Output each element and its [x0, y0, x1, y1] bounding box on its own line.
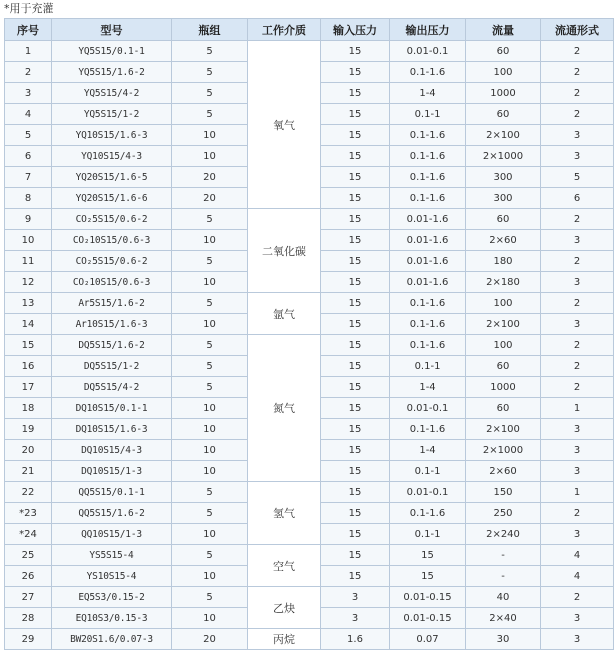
- regulator-spec-table: [4, 18, 614, 650]
- row-number-cell: 14: [5, 314, 52, 335]
- output-pressure-cell: 1-4: [390, 440, 466, 461]
- input-pressure-cell: 15: [321, 314, 390, 335]
- row-number-cell: 15: [5, 335, 52, 356]
- model-cell: EQ5S3/0.15-2: [52, 587, 172, 608]
- row-number-cell: 4: [5, 104, 52, 125]
- output-pressure-cell: 0.1-1.6: [390, 167, 466, 188]
- bottle-count-cell: 5: [172, 293, 248, 314]
- row-number-cell: *23: [5, 503, 52, 524]
- output-pressure-cell: 1-4: [390, 377, 466, 398]
- model-cell: DQ5S15/1.6-2: [52, 335, 172, 356]
- flow-cell: 60: [466, 41, 541, 62]
- row-number-cell: *24: [5, 524, 52, 545]
- row-number-cell: 3: [5, 83, 52, 104]
- input-pressure-cell: 15: [321, 356, 390, 377]
- model-cell: Ar10S15/1.6-3: [52, 314, 172, 335]
- model-cell: QQ10S15/1-3: [52, 524, 172, 545]
- medium-cell: 二氧化碳: [248, 209, 321, 293]
- bottle-count-cell: 5: [172, 503, 248, 524]
- table-row: [5, 41, 614, 62]
- model-cell: CO₂5S15/0.6-2: [52, 209, 172, 230]
- model-cell: DQ5S15/1-2: [52, 356, 172, 377]
- flow-cell: 300: [466, 188, 541, 209]
- output-pressure-cell: 0.01-1.6: [390, 272, 466, 293]
- header-cell: 瓶组: [172, 19, 248, 41]
- flow-form-cell: 3: [541, 419, 614, 440]
- medium-cell: 空气: [248, 545, 321, 587]
- flow-form-cell: 2: [541, 83, 614, 104]
- model-cell: YQ10S15/1.6-3: [52, 125, 172, 146]
- bottle-count-cell: 5: [172, 209, 248, 230]
- flow-form-cell: 3: [541, 608, 614, 629]
- medium-cell: 氢气: [248, 482, 321, 545]
- input-pressure-cell: 15: [321, 125, 390, 146]
- flow-cell: 100: [466, 293, 541, 314]
- flow-cell: 2×60: [466, 230, 541, 251]
- header-cell: 流通形式: [541, 19, 614, 41]
- output-pressure-cell: 15: [390, 545, 466, 566]
- model-cell: QQ5S15/1.6-2: [52, 503, 172, 524]
- flow-cell: 60: [466, 356, 541, 377]
- bottle-count-cell: 10: [172, 272, 248, 293]
- flow-form-cell: 2: [541, 503, 614, 524]
- bottle-count-cell: 5: [172, 83, 248, 104]
- output-pressure-cell: 0.1-1: [390, 356, 466, 377]
- table-row: [5, 482, 614, 503]
- flow-form-cell: 2: [541, 62, 614, 83]
- input-pressure-cell: 15: [321, 272, 390, 293]
- flow-form-cell: 2: [541, 356, 614, 377]
- flow-cell: 100: [466, 335, 541, 356]
- input-pressure-cell: 15: [321, 482, 390, 503]
- input-pressure-cell: 15: [321, 440, 390, 461]
- row-number-cell: 29: [5, 629, 52, 650]
- medium-cell: 氧气: [248, 41, 321, 209]
- table-row: [5, 293, 614, 314]
- output-pressure-cell: 0.1-1: [390, 524, 466, 545]
- flow-form-cell: 3: [541, 314, 614, 335]
- row-number-cell: 19: [5, 419, 52, 440]
- bottle-count-cell: 5: [172, 335, 248, 356]
- output-pressure-cell: 0.01-0.15: [390, 587, 466, 608]
- output-pressure-cell: 0.01-0.1: [390, 41, 466, 62]
- input-pressure-cell: 3: [321, 587, 390, 608]
- row-number-cell: 17: [5, 377, 52, 398]
- output-pressure-cell: 0.1-1.6: [390, 62, 466, 83]
- flow-cell: 30: [466, 629, 541, 650]
- flow-cell: 1000: [466, 83, 541, 104]
- header-cell: 输入压力: [321, 19, 390, 41]
- bottle-count-cell: 5: [172, 62, 248, 83]
- input-pressure-cell: 15: [321, 419, 390, 440]
- bottle-count-cell: 5: [172, 41, 248, 62]
- input-pressure-cell: 15: [321, 524, 390, 545]
- table-row: [5, 629, 614, 650]
- bottle-count-cell: 10: [172, 440, 248, 461]
- medium-cell: 氩气: [248, 293, 321, 335]
- flow-cell: 2×60: [466, 461, 541, 482]
- flow-cell: -: [466, 545, 541, 566]
- model-cell: DQ10S15/1.6-3: [52, 419, 172, 440]
- model-cell: QQ5S15/0.1-1: [52, 482, 172, 503]
- bottle-count-cell: 10: [172, 461, 248, 482]
- model-cell: CO₂5S15/0.6-2: [52, 251, 172, 272]
- flow-form-cell: 2: [541, 209, 614, 230]
- row-number-cell: 12: [5, 272, 52, 293]
- flow-cell: 100: [466, 62, 541, 83]
- table-row: [5, 545, 614, 566]
- input-pressure-cell: 15: [321, 566, 390, 587]
- flow-form-cell: 5: [541, 167, 614, 188]
- caption-note: *用于充灌: [4, 2, 54, 15]
- flow-cell: 180: [466, 251, 541, 272]
- output-pressure-cell: 0.1-1.6: [390, 188, 466, 209]
- flow-form-cell: 2: [541, 251, 614, 272]
- bottle-count-cell: 10: [172, 146, 248, 167]
- flow-form-cell: 3: [541, 629, 614, 650]
- bottle-count-cell: 10: [172, 566, 248, 587]
- output-pressure-cell: 0.01-0.15: [390, 608, 466, 629]
- flow-form-cell: 3: [541, 230, 614, 251]
- output-pressure-cell: 0.1-1: [390, 104, 466, 125]
- output-pressure-cell: 0.1-1.6: [390, 503, 466, 524]
- model-cell: CO₂10S15/0.6-3: [52, 230, 172, 251]
- table-body: [5, 41, 614, 650]
- header-row: [5, 19, 614, 41]
- flow-cell: 60: [466, 398, 541, 419]
- flow-form-cell: 3: [541, 440, 614, 461]
- flow-cell: 2×1000: [466, 440, 541, 461]
- input-pressure-cell: 15: [321, 293, 390, 314]
- bottle-count-cell: 20: [172, 167, 248, 188]
- bottle-count-cell: 10: [172, 524, 248, 545]
- row-number-cell: 27: [5, 587, 52, 608]
- header-cell: 流量: [466, 19, 541, 41]
- model-cell: Ar5S15/1.6-2: [52, 293, 172, 314]
- flow-form-cell: 2: [541, 587, 614, 608]
- row-number-cell: 16: [5, 356, 52, 377]
- flow-cell: 1000: [466, 377, 541, 398]
- input-pressure-cell: 3: [321, 608, 390, 629]
- flow-cell: 250: [466, 503, 541, 524]
- output-pressure-cell: 1-4: [390, 83, 466, 104]
- input-pressure-cell: 15: [321, 398, 390, 419]
- input-pressure-cell: 15: [321, 503, 390, 524]
- row-number-cell: 11: [5, 251, 52, 272]
- row-number-cell: 13: [5, 293, 52, 314]
- flow-form-cell: 4: [541, 566, 614, 587]
- output-pressure-cell: 0.1-1.6: [390, 125, 466, 146]
- row-number-cell: 18: [5, 398, 52, 419]
- input-pressure-cell: 15: [321, 104, 390, 125]
- model-cell: YQ5S15/4-2: [52, 83, 172, 104]
- flow-cell: 2×100: [466, 125, 541, 146]
- model-cell: DQ10S15/4-3: [52, 440, 172, 461]
- input-pressure-cell: 15: [321, 167, 390, 188]
- output-pressure-cell: 0.1-1: [390, 461, 466, 482]
- output-pressure-cell: 0.1-1.6: [390, 314, 466, 335]
- model-cell: YS10S15-4: [52, 566, 172, 587]
- row-number-cell: 1: [5, 41, 52, 62]
- row-number-cell: 21: [5, 461, 52, 482]
- input-pressure-cell: 15: [321, 62, 390, 83]
- flow-form-cell: 3: [541, 524, 614, 545]
- bottle-count-cell: 5: [172, 104, 248, 125]
- flow-cell: 60: [466, 209, 541, 230]
- output-pressure-cell: 0.01-1.6: [390, 209, 466, 230]
- output-pressure-cell: 15: [390, 566, 466, 587]
- model-cell: YS5S15-4: [52, 545, 172, 566]
- table-row: [5, 335, 614, 356]
- bottle-count-cell: 10: [172, 230, 248, 251]
- table-row: [5, 587, 614, 608]
- output-pressure-cell: 0.01-1.6: [390, 251, 466, 272]
- flow-cell: 2×100: [466, 314, 541, 335]
- input-pressure-cell: 15: [321, 209, 390, 230]
- model-cell: YQ20S15/1.6-6: [52, 188, 172, 209]
- model-cell: YQ20S15/1.6-5: [52, 167, 172, 188]
- flow-cell: 150: [466, 482, 541, 503]
- input-pressure-cell: 15: [321, 545, 390, 566]
- model-cell: BW20S1.6/0.07-3: [52, 629, 172, 650]
- model-cell: CO₂10S15/0.6-3: [52, 272, 172, 293]
- row-number-cell: 26: [5, 566, 52, 587]
- flow-form-cell: 4: [541, 545, 614, 566]
- flow-cell: -: [466, 566, 541, 587]
- flow-form-cell: 2: [541, 335, 614, 356]
- flow-cell: 60: [466, 104, 541, 125]
- row-number-cell: 22: [5, 482, 52, 503]
- flow-cell: 40: [466, 587, 541, 608]
- bottle-count-cell: 20: [172, 188, 248, 209]
- bottle-count-cell: 10: [172, 608, 248, 629]
- medium-cell: 乙炔: [248, 587, 321, 629]
- row-number-cell: 5: [5, 125, 52, 146]
- flow-form-cell: 1: [541, 398, 614, 419]
- bottle-count-cell: 5: [172, 377, 248, 398]
- input-pressure-cell: 1.6: [321, 629, 390, 650]
- row-number-cell: 2: [5, 62, 52, 83]
- flow-form-cell: 1: [541, 482, 614, 503]
- input-pressure-cell: 15: [321, 41, 390, 62]
- output-pressure-cell: 0.1-1.6: [390, 335, 466, 356]
- header-cell: 型号: [52, 19, 172, 41]
- row-number-cell: 10: [5, 230, 52, 251]
- row-number-cell: 28: [5, 608, 52, 629]
- input-pressure-cell: 15: [321, 335, 390, 356]
- model-cell: YQ5S15/1-2: [52, 104, 172, 125]
- row-number-cell: 6: [5, 146, 52, 167]
- model-cell: DQ5S15/4-2: [52, 377, 172, 398]
- bottle-count-cell: 10: [172, 398, 248, 419]
- flow-form-cell: 6: [541, 188, 614, 209]
- model-cell: EQ10S3/0.15-3: [52, 608, 172, 629]
- flow-cell: 2×240: [466, 524, 541, 545]
- medium-cell: 丙烷: [248, 629, 321, 650]
- row-number-cell: 25: [5, 545, 52, 566]
- flow-cell: 2×40: [466, 608, 541, 629]
- bottle-count-cell: 5: [172, 587, 248, 608]
- flow-cell: 2×1000: [466, 146, 541, 167]
- model-cell: YQ5S15/1.6-2: [52, 62, 172, 83]
- input-pressure-cell: 15: [321, 230, 390, 251]
- input-pressure-cell: 15: [321, 83, 390, 104]
- model-cell: YQ5S15/0.1-1: [52, 41, 172, 62]
- output-pressure-cell: 0.01-0.1: [390, 482, 466, 503]
- flow-form-cell: 3: [541, 146, 614, 167]
- output-pressure-cell: 0.1-1.6: [390, 146, 466, 167]
- input-pressure-cell: 15: [321, 377, 390, 398]
- bottle-count-cell: 10: [172, 314, 248, 335]
- input-pressure-cell: 15: [321, 251, 390, 272]
- header-cell: 序号: [5, 19, 52, 41]
- row-number-cell: 7: [5, 167, 52, 188]
- flow-cell: 2×180: [466, 272, 541, 293]
- output-pressure-cell: 0.1-1.6: [390, 293, 466, 314]
- row-number-cell: 8: [5, 188, 52, 209]
- input-pressure-cell: 15: [321, 146, 390, 167]
- flow-form-cell: 2: [541, 293, 614, 314]
- model-cell: DQ10S15/1-3: [52, 461, 172, 482]
- bottle-count-cell: 5: [172, 482, 248, 503]
- bottle-count-cell: 5: [172, 356, 248, 377]
- model-cell: YQ10S15/4-3: [52, 146, 172, 167]
- output-pressure-cell: 0.07: [390, 629, 466, 650]
- input-pressure-cell: 15: [321, 188, 390, 209]
- output-pressure-cell: 0.01-0.1: [390, 398, 466, 419]
- output-pressure-cell: 0.01-1.6: [390, 230, 466, 251]
- header-cell: 工作介质: [248, 19, 321, 41]
- bottle-count-cell: 10: [172, 125, 248, 146]
- row-number-cell: 9: [5, 209, 52, 230]
- bottle-count-cell: 10: [172, 419, 248, 440]
- flow-form-cell: 2: [541, 377, 614, 398]
- flow-cell: 300: [466, 167, 541, 188]
- flow-cell: 2×100: [466, 419, 541, 440]
- flow-form-cell: 3: [541, 272, 614, 293]
- model-cell: DQ10S15/0.1-1: [52, 398, 172, 419]
- flow-form-cell: 2: [541, 41, 614, 62]
- row-number-cell: 20: [5, 440, 52, 461]
- header-cell: 输出压力: [390, 19, 466, 41]
- bottle-count-cell: 20: [172, 629, 248, 650]
- bottle-count-cell: 5: [172, 251, 248, 272]
- flow-form-cell: 3: [541, 461, 614, 482]
- output-pressure-cell: 0.1-1.6: [390, 419, 466, 440]
- table-row: [5, 209, 614, 230]
- input-pressure-cell: 15: [321, 461, 390, 482]
- medium-cell: 氮气: [248, 335, 321, 482]
- flow-form-cell: 3: [541, 125, 614, 146]
- bottle-count-cell: 5: [172, 545, 248, 566]
- flow-form-cell: 2: [541, 104, 614, 125]
